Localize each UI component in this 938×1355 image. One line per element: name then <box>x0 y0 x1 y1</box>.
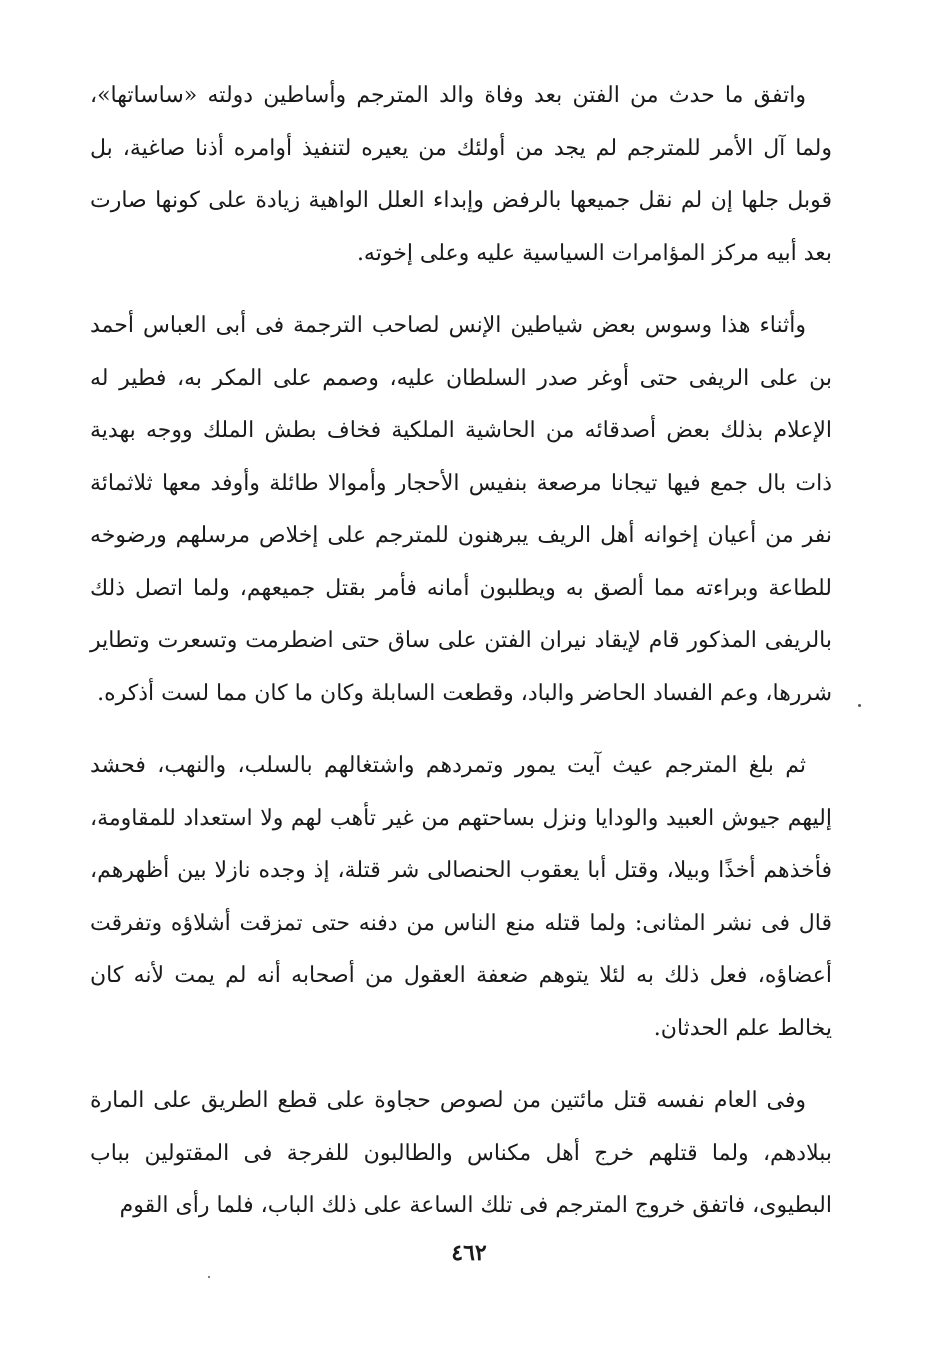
paragraph-1: واتفق ما حدث من الفتن بعد وفاة والد المترجم وأساطين دولته «ساساتها»، ولما آل الأمر للمترجم لم يجد من أولئك من يعيره لتنفيذ أوامره أذنا صاغية، بل قوبل جلها إن لم نقل جميعها بالرفض وإبداء العلل الواهية زيادة على كونها صارت بعد أبيه مركز المؤامرات السياسية عليه وعلى إخوته. <box>90 83 832 266</box>
paragraph-3: ثم بلغ المترجم عيث آيت يمور وتمردهم واشتغالهم بالسلب، والنهب، فحشد إليهم جيوش العبيد والودايا ونزل بساحتهم من غير تأهب لهم ولا استعداد للمقاومة، فأخذهم أخذًا وبيلا، وقتل أبا يعقوب الحنصالى شر قتلة، إذ وجده نازلا بين أظهرهم، قال فى نشر المثانى: ولما قتله منع الناس من دفنه حتى تمزقت أشلاؤه وتفرقت أعضاؤه، فعل ذلك به لئلا يتوهم ضعفة العقول من أصحابه أنه لم يمت لأنه كان يخالط علم الحدثان. <box>90 753 832 1041</box>
scan-speck <box>858 704 861 707</box>
scan-speck <box>208 1276 210 1278</box>
paragraph-2: وأثناء هذا وسوس بعض شياطين الإنس لصاحب الترجمة فى أبى العباس أحمد بن على الريفى حتى أوغر صدر السلطان عليه، وصمم على المكر به، فطير له الإعلام بذلك بعض أصدقائه من الحاشية الملكية فخاف بطش الملك ووجه بهدية ذات بال جمع فيها تيجانا مرصعة بنفيس الأحجار وأموالا طائلة وأوفد معها ثلاثمائة نفر من أعيان إخوانه أهل الريف يبرهنون للمترجم على إخلاص مرسلهم ورضوخه للطاعة وبراءته مما ألصق به ويطلبون أمانه فأمر بقتل جميعهم، ولما اتصل ذلك بالريفى المذكور قام لإيقاد نيران الفتن على ساق حتى اضطرمت وتسعرت وتطاير شررها، وعم الفساد الحاضر والباد، وقطعت السابلة وكان ما كان مما لست أذكره. <box>90 313 832 706</box>
paragraph-4: وفى العام نفسه قتل مائتين من لصوص حجاوة على قطع الطريق على المارة ببلادهم، ولما قتلهم خرج أهل مكناس والطالبون للفرجة فى المقتولين بباب البطيوى، فاتفق خروج المترجم فى تلك الساعة على ذلك الباب، فلما رأى القوم <box>90 1088 832 1218</box>
page-body <box>90 70 832 1253</box>
page-number: ٤٦٢ <box>451 1240 487 1266</box>
